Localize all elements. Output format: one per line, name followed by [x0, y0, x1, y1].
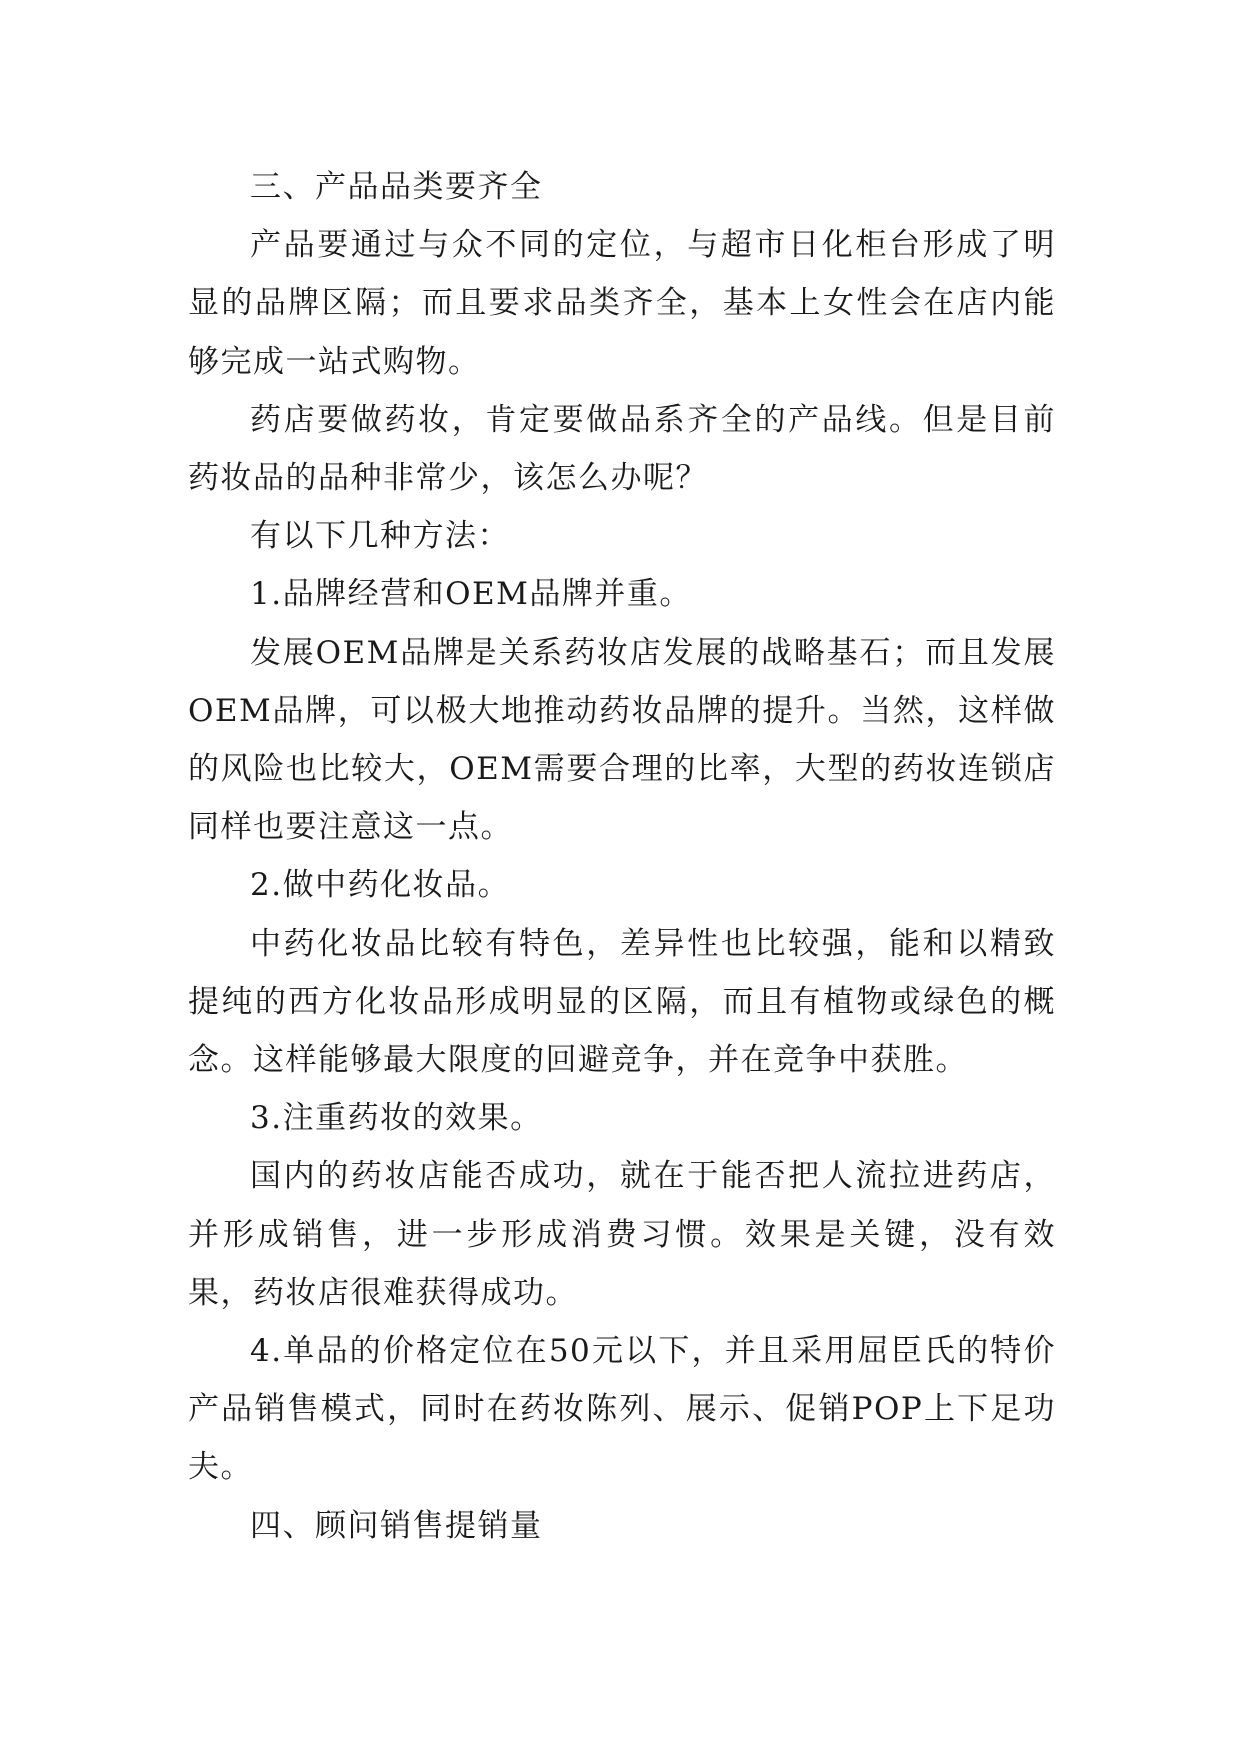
list-item-heading: 1.品牌经营和OEM品牌并重。 — [250, 576, 692, 613]
list-item-heading: 3.注重药妆的效果。 — [250, 1100, 543, 1137]
paragraph: 中药化妆品比较有特色，差异性也比较强，能和以精致提纯的西方化妆品形成明显的区隔，而且有植物或绿色的概念。这样能够最大限度的回避竞争，并在竞争中获胜。 — [188, 925, 1056, 1079]
section-heading: 四、顾问销售提销量 — [250, 1507, 543, 1544]
paragraph: 产品要通过与众不同的定位，与超市日化柜台形成了明显的品牌区隔；而且要求品类齐全，基本上女性会在店内能够完成一站式购物。 — [188, 227, 1056, 380]
document-body — [188, 158, 1056, 1555]
paragraph: 有以下几种方法： — [250, 518, 510, 555]
paragraph: 发展OEM品牌是关系药妆店发展的战略基石；而且发展OEM品牌，可以极大地推动药妆品牌的提升。当然，这样做的风险也比较大，OEM需要合理的比率，大型的药妆连锁店同样也要注意这一点。 — [188, 634, 1056, 846]
paragraph: 药店要做药妆，肯定要做品系齐全的产品线。但是目前药妆品的品种非常少，该怎么办呢？ — [188, 401, 1056, 497]
list-item-heading: 2.做中药化妆品。 — [250, 867, 511, 904]
section-heading: 三、产品品类要齐全 — [250, 169, 543, 205]
paragraph: 4.单品的价格定位在50元以下，并且采用屈臣氏的特价产品销售模式，同时在药妆陈列、展示、促销POP上下足功夫。 — [188, 1333, 1056, 1486]
paragraph: 国内的药妆店能否成功，就在于能否把人流拉进药店，并形成销售，进一步形成消费习惯。效果是关键，没有效果，药妆店很难获得成功。 — [188, 1158, 1056, 1311]
